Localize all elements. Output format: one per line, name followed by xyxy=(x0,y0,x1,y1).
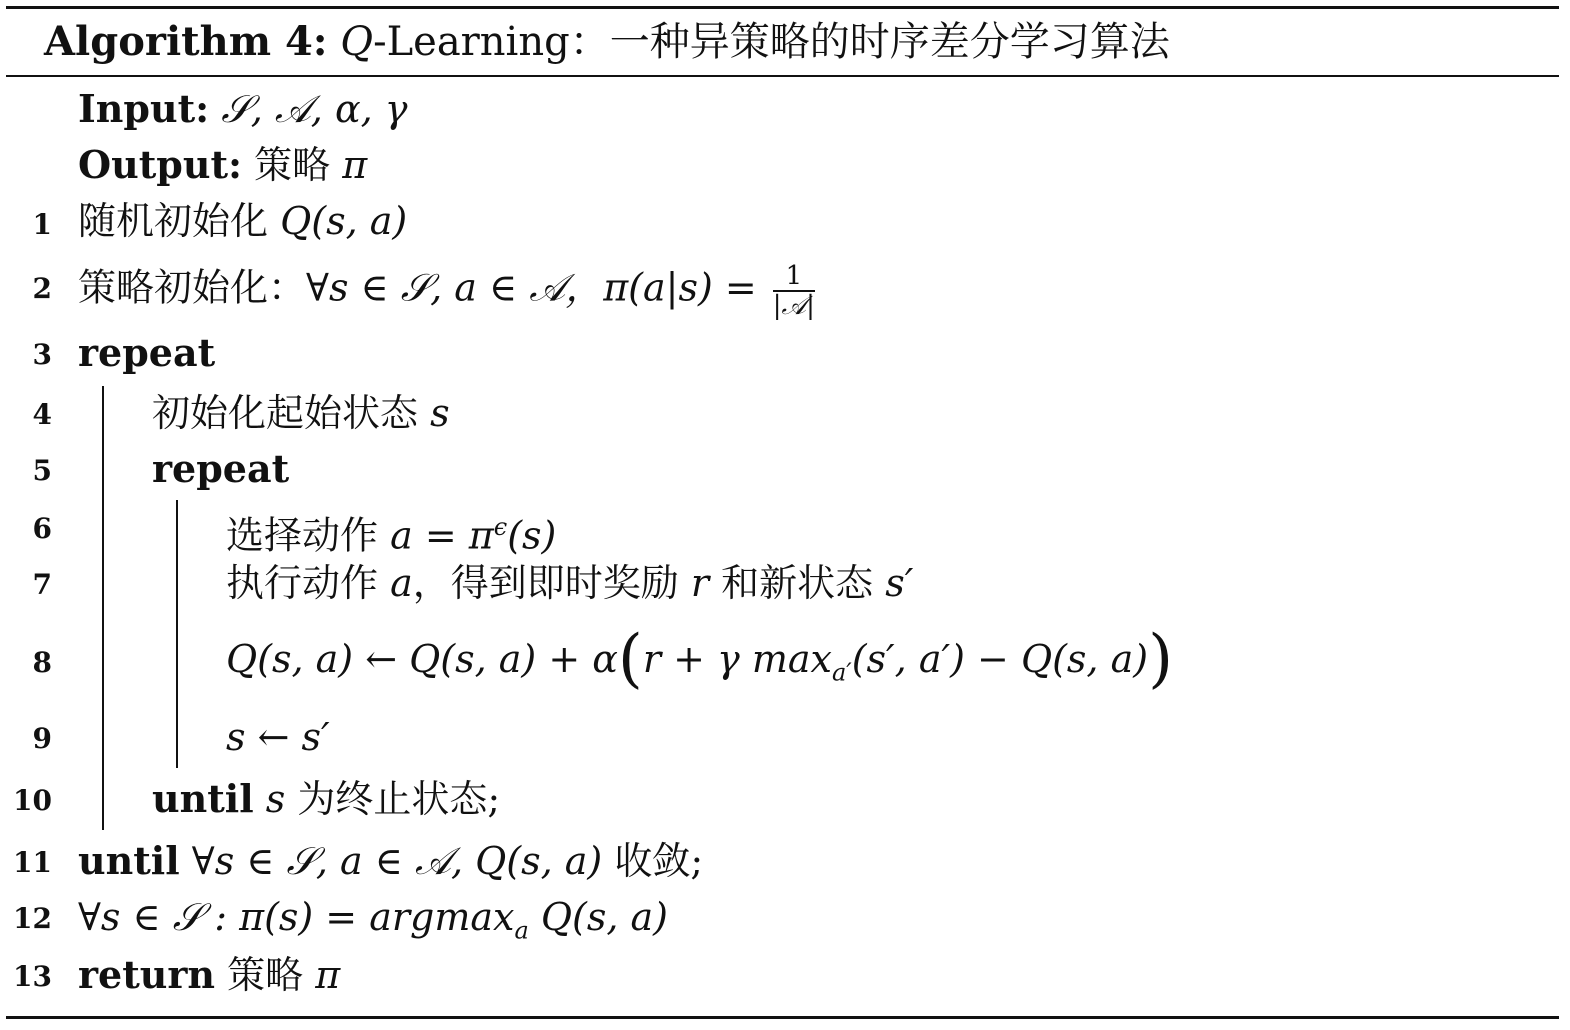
algo-line-12 xyxy=(78,892,668,956)
l11-math: ∀s ∈ 𝒮, a ∈ 𝒜, Q(s, a) xyxy=(179,839,615,883)
l2-math: ∀s ∈ 𝒮, a ∈ 𝒜，π(a|s) = xyxy=(306,265,757,310)
algo-line-9 xyxy=(226,712,330,762)
l11-text: 收敛; xyxy=(614,839,704,883)
l10-kw: until xyxy=(152,776,254,821)
output-value-text: 策略 xyxy=(254,143,331,187)
l11-kw: until xyxy=(78,838,180,883)
inner-loop-bar xyxy=(176,500,178,768)
l13-text: 策略 xyxy=(215,953,316,997)
l13-kw: return xyxy=(78,952,216,997)
l2-fraction xyxy=(773,262,815,320)
output-label: Output: xyxy=(78,142,243,187)
l4-math: s xyxy=(430,391,450,435)
l7-math-s: s′ xyxy=(885,561,914,605)
algorithm-label: Algorithm 4: xyxy=(44,18,328,65)
top-rule xyxy=(6,6,1559,9)
line-number-2: 2 xyxy=(32,272,52,305)
output-line xyxy=(78,140,367,190)
algo-line-4 xyxy=(152,388,450,438)
output-value-sym: π xyxy=(342,143,368,187)
l7-math-r: r xyxy=(690,561,710,605)
line-number-3: 3 xyxy=(32,338,52,371)
l1-text: 随机初始化 xyxy=(78,199,281,243)
line-number-13: 13 xyxy=(13,960,52,993)
input-label: Input: xyxy=(78,86,210,131)
title-rule xyxy=(6,75,1559,77)
l2-text: 策略初始化： xyxy=(78,265,307,310)
l10-math: s xyxy=(253,777,298,821)
l7-text-b: ，得到即时奖励 xyxy=(412,561,691,605)
l9-math: s ← s′ xyxy=(226,715,330,759)
line-number-8: 8 xyxy=(32,646,52,679)
l6-sup: ϵ xyxy=(493,513,508,541)
algo-line-1 xyxy=(78,196,407,246)
line-number-12: 12 xyxy=(13,902,52,935)
l8-close-paren: ) xyxy=(1148,622,1174,696)
line-number-1: 1 xyxy=(32,208,52,241)
l3-kw: repeat xyxy=(78,330,216,375)
bottom-rule xyxy=(6,1016,1559,1019)
algo-line-2 xyxy=(78,262,815,320)
line-number-4: 4 xyxy=(32,398,52,431)
l6-math-b: (s) xyxy=(507,513,557,558)
l8-a: Q(s, a) ← Q(s, a) + α xyxy=(226,637,618,681)
line-number-11: 11 xyxy=(13,846,52,879)
line-number-10: 10 xyxy=(13,784,52,817)
l8-b: r + γ max xyxy=(642,637,832,681)
l7-text-a: 执行动作 xyxy=(226,561,391,605)
input-value: 𝒮, 𝒜, α, γ xyxy=(221,87,408,131)
algo-line-13 xyxy=(78,950,340,1000)
l2-frac-num: 1 xyxy=(773,262,815,292)
line-number-7: 7 xyxy=(32,568,52,601)
l2-frac-den: |𝒜| xyxy=(772,291,815,321)
title-rest: -Learning：一种异策略的时序差分学习算法 xyxy=(373,19,1170,65)
l6-text: 选择动作 xyxy=(226,513,391,558)
l8-sub: a′ xyxy=(831,658,852,687)
l5-kw: repeat xyxy=(152,446,290,491)
l1-math: Q(s, a) xyxy=(280,199,408,243)
line-number-6: 6 xyxy=(32,512,52,545)
l7-math-a: a xyxy=(390,561,413,605)
algo-line-11 xyxy=(78,836,703,886)
l13-math: π xyxy=(315,953,341,997)
outer-loop-bar xyxy=(102,386,104,830)
algo-line-3 xyxy=(78,328,215,378)
line-number-9: 9 xyxy=(32,722,52,755)
title-q: Q xyxy=(340,19,374,65)
l12-sub: a xyxy=(514,916,529,945)
algo-line-5 xyxy=(152,444,289,494)
l10-text: 为终止状态; xyxy=(297,777,501,821)
input-line xyxy=(78,84,408,134)
algo-line-7 xyxy=(226,558,913,608)
l7-text-c: 和新状态 xyxy=(709,561,886,605)
algorithm-title xyxy=(44,14,1170,70)
l12-math-b: Q(s, a) xyxy=(528,895,668,939)
l8-c: (s′, a′) − Q(s, a) xyxy=(851,637,1149,681)
l4-text: 初始化起始状态 xyxy=(152,391,431,435)
algo-line-10 xyxy=(152,774,500,824)
l8-open-paren: ( xyxy=(617,622,643,696)
line-number-5: 5 xyxy=(32,454,52,487)
algo-line-6 xyxy=(226,502,556,561)
l12-math: ∀s ∈ 𝒮 : π(s) = argmax xyxy=(78,895,515,939)
l6-math-a: a = π xyxy=(390,513,494,558)
algo-line-8 xyxy=(226,622,1174,698)
